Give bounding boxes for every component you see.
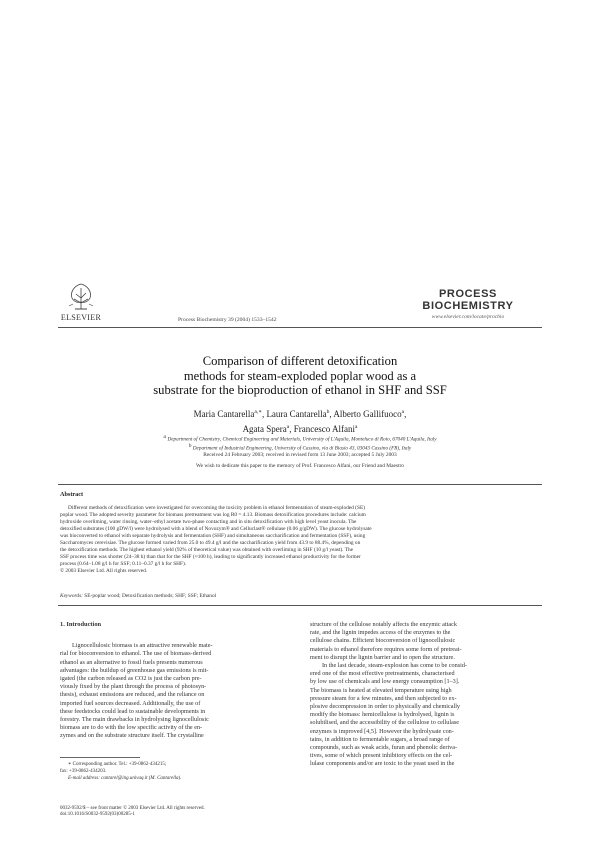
body-line: ered one of the most effective pretreatments, characterised [310, 670, 455, 678]
abstract-line: Saccharomyces cerevisiae. The glucose formed varied from 25.0 to 49.4 g/l and the saccharification yield from 43.9 to 88.4%, depending on [60, 540, 361, 546]
keywords [60, 593, 540, 599]
body-line: forestry. The main drawbacks in hydrolysing lignocellulosic [60, 716, 209, 724]
author-affiliation-marker: a,∗ [254, 409, 262, 415]
body-line: The biomass is heated at elevated temperature using high [310, 686, 452, 694]
body-line: lulase components and/or are toxic to the yeast used in the [310, 760, 455, 768]
author-affiliation-marker: a [401, 409, 405, 415]
title-line: methods for steam-exploded poplar wood as a [183, 368, 417, 383]
abstract-heading: Abstract [60, 491, 84, 498]
section-heading: 1. Introduction [60, 621, 102, 628]
body-line: igated (the carbon released as CO2 is just the carbon pre- [60, 675, 202, 683]
publisher-name: ELSEVIER [60, 313, 102, 322]
author-separator: , [289, 423, 294, 434]
body-line: tives, some of which present inhibitory effects on the cel- [310, 752, 453, 760]
author-affiliation-marker: b [326, 409, 330, 415]
journal-brand [393, 288, 543, 320]
abstract-line: was bioconverted to ethanol with separate hydrolysis and fermentation (SHF) and simultaneous saccharification and fermentation (SSF), using [60, 533, 366, 539]
author-separator: , [261, 409, 267, 419]
author-name: Laura Cantarella [266, 409, 327, 419]
body-line: In the last decade, steam-explosion has come to be consid- [322, 662, 468, 670]
author-name: Maria Cantarella [193, 409, 255, 419]
body-line: enzymes is improved [4,5]. However the hydrolysate con- [310, 727, 454, 735]
body-line: ethanol as an alternative to fossil fuels presents numerous [60, 658, 203, 666]
received-dates: Received 24 February 2003; received in revised form 13 June 2003; accepted 5 July 2003 [203, 452, 397, 458]
body-top-divider [58, 605, 542, 606]
body-line: pressure steam for a few minutes, and then subjected to ex- [310, 694, 457, 702]
elsevier-logo [60, 280, 102, 322]
affiliation-marker: a [163, 434, 167, 440]
author-affiliation-marker: a [354, 423, 358, 430]
body-line: thesis), exhaust emissions are reduced, and the reliance on [60, 691, 205, 699]
header-divider [58, 327, 542, 328]
abstract-line: the detoxification methods. The highest ethanol yield (92% of theoretical value) was obtained with overliming in SHF (10 g/l yeast). The [60, 547, 354, 553]
footnote-divider [60, 757, 140, 758]
body-line: biomass are to do with the low specific activity of the en- [60, 724, 203, 732]
author-name: Francesco Alfani [293, 423, 355, 434]
footnote-line: fax: +39-0862-434203. [60, 768, 107, 774]
body-line: viously fixed by the plant through the process of photosyn- [60, 683, 207, 691]
author-affiliation-marker: a [286, 423, 290, 430]
body-line: tains, in addition to fermentable sugars, a broad range of [310, 735, 450, 743]
body-line: structure of the cellulose notably affects the enzymic attack [310, 621, 457, 628]
affiliation-text: Department of Chemistry, Chemical Engineering and Materials, University of L'Aquila, Monteluco di Roio, 67040 L'Aquila, Italy [166, 436, 437, 443]
body-line: Lignocellulosic biomass is an attractive renewable mate- [72, 642, 213, 650]
abstract-line: SSF process time was shorter (24–38 h) than that for the SHF (≈100 h), leading to significantly increased ethanol productivity for the former [60, 554, 361, 560]
right-column [310, 621, 542, 769]
copyright-line: © 2003 Elsevier Ltd. All rights reserved. [60, 568, 148, 574]
affiliation-text: Department of Industrial Engineering, University of Cassino, via di Biasio 43, 03043 Cassino (FR), Italy [191, 446, 412, 453]
body-line: zymes and on the substrate structure itself. The crystalline [60, 732, 204, 740]
body-line: rate, and the lignin impedes access of the enzymes to the [310, 629, 451, 637]
journal-name-line1: PROCESS [439, 288, 497, 300]
body-line: materials to ethanol therefore requires some form of pretreat- [310, 645, 462, 653]
footnote-line: ∗ Corresponding author. Tel.: +39-0862-434215; [68, 762, 167, 767]
doi-line[interactable]: doi:10.1016/S0032-9592(03)00285-1 [60, 812, 135, 818]
body-line: these feedstocks could lead to sustainable developments in [60, 707, 206, 715]
journal-url-link[interactable]: www.elsevier.com/locate/procbio [431, 314, 505, 320]
affiliations [60, 434, 540, 453]
elsevier-tree-icon [64, 280, 98, 312]
journal-name-line2: BIOCHEMISTRY [422, 300, 514, 312]
body-line: rial for bioconversion to ethanol. The use of biomass-derived [60, 650, 212, 658]
abstract-line: process (0.64–1.08 g/l h for SSF; 0.11–0.37 g/l h for SHF). [60, 561, 187, 567]
journal-reference: Process Biochemistry 39 (2004) 1533–1542 [178, 317, 277, 323]
author-list [90, 406, 510, 435]
left-column [60, 621, 292, 741]
paper-title [80, 354, 520, 398]
affiliation-line [60, 434, 540, 443]
author-name: Agata Spera [242, 423, 287, 434]
body-line: by low use of chemicals and low energy consumption [1–3]. [310, 678, 460, 686]
author-separator: , [404, 409, 407, 419]
body-line: imported fuel sources decreased. Additionally, the use of [60, 699, 201, 707]
body-line: advantages: the buildup of greenhouse gas emissions is mit- [60, 666, 209, 674]
keywords-label: Keywords: [60, 593, 83, 599]
title-line: substrate for the bioproduction of ethanol in SHF and SSF [153, 383, 447, 398]
body-line: modify the biomass: hemicellulose is hydrolysed, lignin is [310, 711, 455, 719]
abstract-line: Different methods of detoxification were investigated for overcoming the toxicity problem in ethanol fermentation of steam-exploded (SE) [68, 505, 365, 511]
body-line: solubilised, and the accessibility of the cellulose to cellulase [310, 719, 459, 727]
abstract-body [60, 505, 540, 575]
keywords-text: SE-poplar wood; Detoxification methods; SHF; SSF; Ethanol [82, 593, 217, 599]
affiliation-marker: b [188, 443, 192, 450]
email-footnote[interactable]: E-mail address: cantarel@ing.univaq.it (M. Cantarella). [68, 775, 182, 781]
body-line: cellulose chains. Efficient bioconversion of lignocellulosic [310, 637, 456, 645]
title-line: Comparison of different detoxification [202, 354, 398, 368]
abstract-line: hydroxide overliming, water rinsing, water–ethyl acetate two-phase contacting and in situ detoxification with high level yeast inocula. The [60, 519, 357, 525]
footnotes [60, 762, 292, 782]
issn-line: 0032-9592/$ – see front matter © 2003 Elsevier Ltd. All rights reserved. [60, 806, 205, 811]
abstract-line: detoxified substrates (100 gDW/l) were hydrolysed with a blend of Novozym® and Celluclast® cellulase (0.06 g/gDW). The glucose hydrolysate [60, 526, 372, 532]
abstract-top-divider [58, 484, 542, 485]
author-line-1 [90, 406, 510, 421]
body-line: compounds, such as weak acids, furan and phenolic deriva- [310, 744, 458, 752]
abstract-line: poplar wood. The adopted severity parameter for biomass pretreatment was log R0 = 4.13. Biomass detoxification procedures include: calcium [60, 512, 366, 518]
author-line-2 [90, 421, 510, 436]
body-line: plosive decompression in order to physically and chemically [310, 703, 461, 711]
publication-info [60, 806, 360, 819]
author-separator: , [329, 409, 334, 419]
body-line: ment to disrupt the lignin barrier and to open the structure. [310, 653, 455, 661]
author-name: Alberto Gallifuoco [333, 409, 402, 419]
dedication: We wish to dedicate this paper to the memory of Prof. Francesco Alfani, our Friend and Maestro [196, 463, 404, 469]
